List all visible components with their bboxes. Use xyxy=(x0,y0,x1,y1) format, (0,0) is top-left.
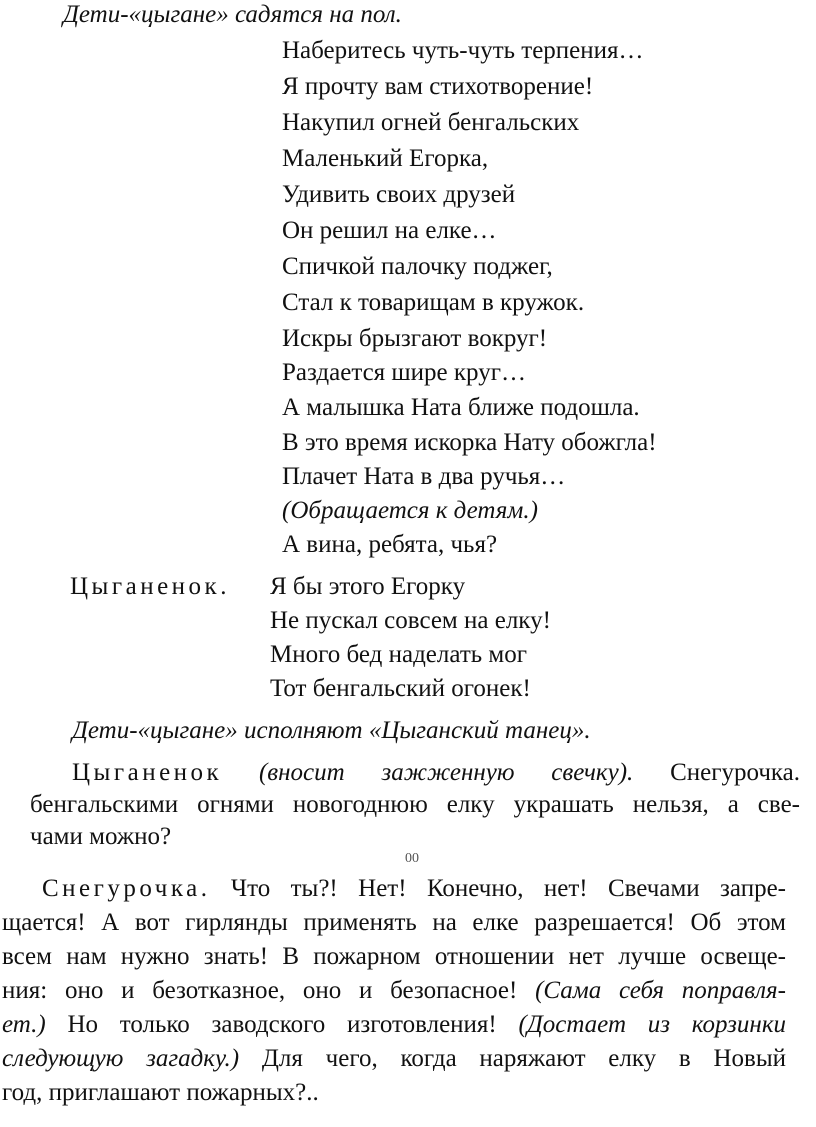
paragraph-line xyxy=(42,874,786,904)
poem-line: Накупил огней бенгальских xyxy=(282,109,580,136)
poem-line: Я прочту вам стихотворение! xyxy=(282,73,594,100)
paragraph-line xyxy=(2,976,786,1006)
poem-line: Я бы этого Егорку xyxy=(270,573,466,600)
paragraph-line xyxy=(72,758,800,788)
speaker-snegurochka: Снегурочка. xyxy=(42,875,211,902)
poem-line: Раздается шире круг… xyxy=(282,359,526,386)
paragraph-line: всем нам нужно знать! В пожарном отношении нет лучше освеще- xyxy=(2,943,786,970)
poem-line: А вина, ребята, чья? xyxy=(282,531,498,558)
speaker-tsyganenok: Цыганенок. xyxy=(70,573,230,600)
stage-direction-sit: Дети-«цыгане» садятся на пол. xyxy=(63,1,402,28)
poem-stage-direction: (Обращается к детям.) xyxy=(282,497,538,524)
paragraph-line: год, приглашают пожарных?.. xyxy=(2,1079,319,1106)
poem-line: Искры брызгают вокруг! xyxy=(282,325,548,352)
stage-direction-dance: Дети-«цыгане» исполняют «Цыганский танец». xyxy=(72,717,591,744)
poem-line: Плачет Ната в два ручья… xyxy=(282,463,566,490)
paragraph-line: чами можно? xyxy=(30,823,172,850)
poem-line: Маленький Егорка, xyxy=(282,145,489,172)
speech-text: ния: оно и безотказное, оно и безопасное! xyxy=(2,977,518,1004)
paragraph-line: щается! А вот гирлянды применять на елке разрешается! Об этом xyxy=(2,909,786,936)
poem-line: Наберитесь чуть-чуть терпения… xyxy=(282,37,644,64)
speaker-stage-direction: (вносит зажженную свечку). xyxy=(258,759,634,786)
paragraph-line xyxy=(2,1010,786,1040)
speaker-tsyganenok-2: Цыганенок xyxy=(72,759,223,786)
poem-line: А малышка Ната ближе подошла. xyxy=(282,394,640,421)
paragraph-line xyxy=(2,1044,786,1074)
poem-line: Удивить своих друзей xyxy=(282,181,516,208)
speech-text: Для чего, когда наряжают елку в Новый xyxy=(261,1045,787,1072)
paragraph-line: бенгальскими огнями новогоднюю елку украшать нельзя, а све- xyxy=(30,791,800,818)
page-number: 00 xyxy=(405,851,419,866)
poem-line: Тот бенгальский огонек! xyxy=(270,675,531,702)
speech-text: Что ты?! Нет! Конечно, нет! Свечами запре- xyxy=(230,875,786,902)
poem-line: Не пускал совсем на елку! xyxy=(270,607,551,634)
poem-line: Много бед наделать мог xyxy=(270,641,527,668)
speech-text: Снегурочка. xyxy=(670,759,801,786)
speech-stage-direction: ет.) xyxy=(2,1011,46,1038)
speech-stage-direction: (Сама себя поправля- xyxy=(535,977,786,1004)
poem-line: Стал к товарищам в кружок. xyxy=(282,289,585,316)
poem-line: Спичкой палочку поджег, xyxy=(282,253,553,280)
poem-line: Он решил на елке… xyxy=(282,217,497,244)
speech-stage-direction: (Достает из корзинки xyxy=(518,1011,787,1038)
speech-stage-direction: следующую загадку.) xyxy=(2,1045,240,1072)
poem-line: В это время искорка Нату обожгла! xyxy=(282,429,657,456)
speech-text: Но только заводского изготовления! xyxy=(67,1011,497,1038)
